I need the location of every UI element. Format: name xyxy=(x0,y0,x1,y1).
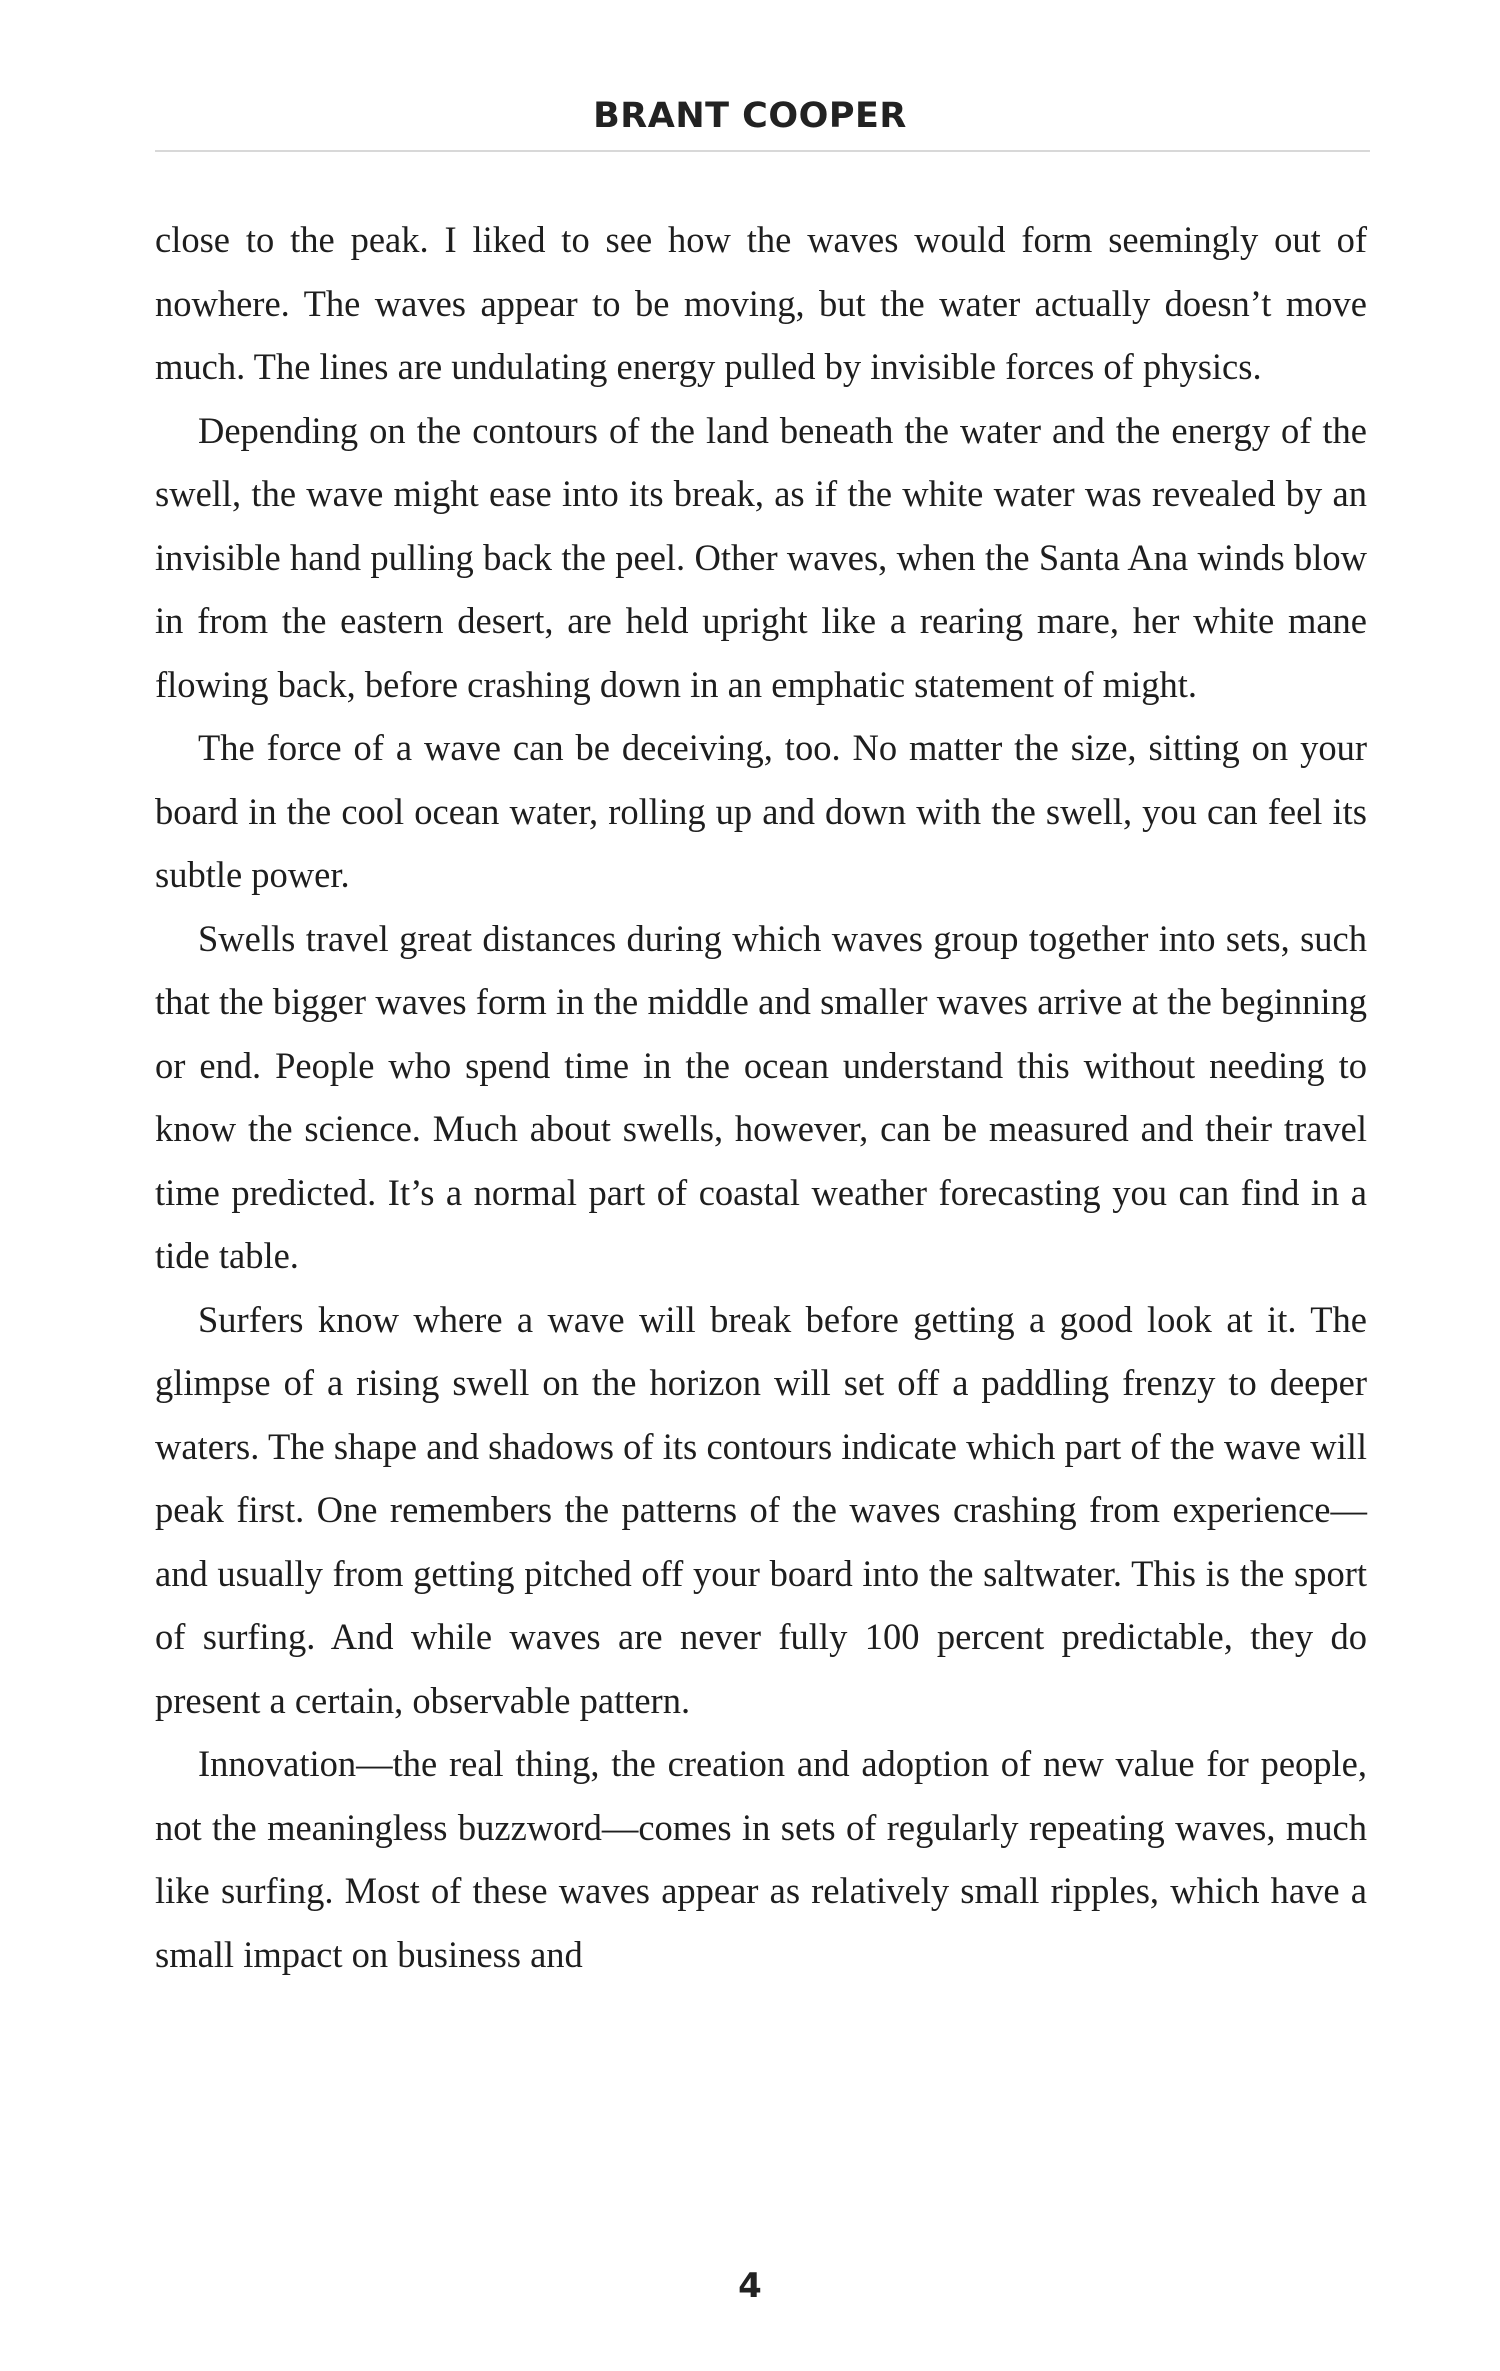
header-rule xyxy=(155,150,1370,152)
paragraph-continued: close to the peak. I liked to see how the waves would form seemingly out of nowhere. The waves appear to be moving, but the water actually doesn’t move much. The lines are undulating energy pulled by invisible forces of physics. xyxy=(155,219,1367,387)
paragraph: The force of a wave can be deceiving, too. No matter the size, sitting on your board in the cool ocean water, rolling up and down with the swell, you can feel its subtle power. xyxy=(155,727,1367,895)
paragraph: Surfers know where a wave will break before getting a good look at it. The glimpse of a rising swell on the horizon will set off a paddling frenzy to deeper waters. The shape and shadows of its contours indicate which part of the wave will peak first. One remembers the patterns of the waves crashing from experience—and usually from getting pitched off your board into the saltwater. This is the sport of surfing. And while waves are never fully 100 percent predictable, they do present a certain, observable pattern. xyxy=(155,1298,1367,1721)
paragraph: Depending on the contours of the land beneath the water and the energy of the swell, the wave might ease into its break, as if the white water was revealed by an invisible hand pulling back the peel. Other waves, when the Santa Ana winds blow in from the eastern desert, are held upright like a rearing mare, her white mane flowing back, before crashing down in an emphatic statement of might. xyxy=(155,409,1367,705)
paragraph: Swells travel great distances during which waves group together into sets, such that the bigger waves form in the middle and smaller waves arrive at the beginning or end. People who spend time in the ocean understand this without needing to know the science. Much about swells, however, can be measured and their travel time predicted. It’s a normal part of coastal weather forecasting you can find in a tide table. xyxy=(155,917,1367,1276)
page-number: 4 xyxy=(738,2266,762,2306)
body-text xyxy=(155,208,1367,1986)
paragraph: Innovation—the real thing, the creation and adoption of new value for people, not the meaningless buzzword—comes in sets of regularly repeating waves, much like surfing. Most of these waves appear as relatively small ripples, which have a small impact on business and xyxy=(155,1743,1367,1975)
running-header: BRANT COOPER xyxy=(593,96,907,136)
